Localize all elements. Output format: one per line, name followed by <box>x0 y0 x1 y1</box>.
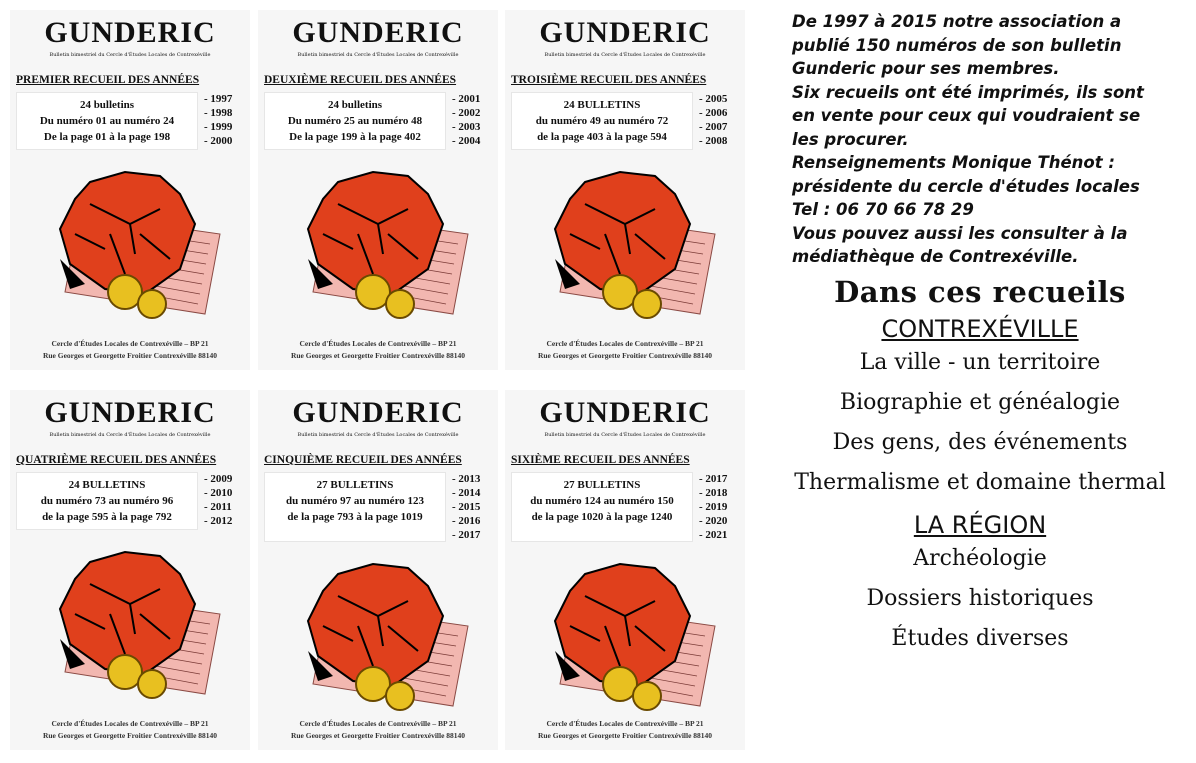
topic-item: Archéologie <box>913 545 1047 571</box>
pottery-illustration <box>525 556 725 716</box>
intro-line: publié 150 numéros de son bulletin <box>792 35 1122 55</box>
year: - 2018 <box>699 487 728 499</box>
year: - 1999 <box>204 121 233 133</box>
recueil-cover <box>505 390 745 750</box>
cover-title: GUNDERIC <box>292 16 464 49</box>
year: - 2013 <box>452 473 481 485</box>
years-list <box>693 92 739 150</box>
bulletin-info-line: Du numéro 25 au numéro 48 <box>287 115 423 127</box>
address-line: Cercle d'Études Locales de Contrexéville – BP 21 <box>51 339 209 348</box>
intro-line: Six recueils ont été imprimés, ils sont <box>792 82 1144 102</box>
year: - 2007 <box>699 121 728 133</box>
years-list <box>693 472 739 542</box>
cover-subtitle: Bulletin bimestriel du Cercle d'Études Locales de Contrexéville <box>49 52 211 58</box>
intro-line: Tel : 06 70 66 78 29 <box>792 200 974 219</box>
recueil-heading: SIXIÈME RECUEIL DES ANNÉES <box>511 454 690 466</box>
year: - 2016 <box>452 515 481 527</box>
address-line: Cercle d'Études Locales de Contrexéville – BP 21 <box>299 339 457 348</box>
bulletin-info-line: de la page 793 à la page 1019 <box>287 511 423 523</box>
contents-heading: Dans ces recueils <box>834 274 1126 309</box>
intro-line: Renseignements Monique Thénot : <box>792 153 1115 172</box>
intro-text <box>770 10 1190 269</box>
bulletin-info-box <box>16 92 198 150</box>
years-list <box>198 472 244 530</box>
bulletin-info-line: 24 BULLETINS <box>563 99 641 111</box>
section-list-region <box>770 539 1190 659</box>
cover-subtitle: Bulletin bimestriel du Cercle d'Études Locales de Contrexéville <box>544 52 706 58</box>
bulletin-info-box <box>511 472 693 542</box>
year: - 2014 <box>452 487 481 499</box>
bulletin-info-box <box>264 92 446 150</box>
year: - 2017 <box>699 473 728 485</box>
address-line: Rue Georges et Georgette Froitier Contrexéville 88140 <box>290 731 466 740</box>
cover-subtitle: Bulletin bimestriel du Cercle d'Études Locales de Contrexéville <box>544 432 706 438</box>
bulletin-info-line: 24 bulletins <box>79 99 135 111</box>
recueil-heading: DEUXIÈME RECUEIL DES ANNÉES <box>264 74 457 86</box>
recueil-heading: TROISIÈME RECUEIL DES ANNÉES <box>511 74 707 86</box>
cover-title: GUNDERIC <box>44 16 216 49</box>
year: - 1998 <box>204 107 233 119</box>
cover-address <box>258 718 498 742</box>
bulletin-info-box <box>264 472 446 542</box>
bulletin-info-line: De la page 01 à la page 198 <box>43 131 171 143</box>
bulletin-info-line: 27 BULLETINS <box>316 479 394 491</box>
intro-line: présidente du cercle d'études locales <box>792 176 1140 196</box>
cover-address <box>505 338 745 362</box>
year: - 2001 <box>452 93 481 105</box>
section-heading-region: LA RÉGION <box>913 510 1047 539</box>
year: - 2002 <box>452 107 481 119</box>
address-line: Cercle d'Études Locales de Contrexéville – BP 21 <box>299 719 457 728</box>
bulletin-info-line: du numéro 97 au numéro 123 <box>285 495 425 507</box>
cover-title: GUNDERIC <box>44 396 216 429</box>
address-line: Rue Georges et Georgette Froitier Contrexéville 88140 <box>42 731 218 740</box>
recueil-heading: QUATRIÈME RECUEIL DES ANNÉES <box>16 454 217 466</box>
cover-address <box>258 338 498 362</box>
years-list <box>198 92 244 150</box>
pottery-illustration <box>278 556 478 716</box>
year: - 2019 <box>699 501 728 513</box>
bulletin-info-line: de la page 403 à la page 594 <box>537 131 667 143</box>
pottery-illustration <box>30 164 230 324</box>
years-list <box>446 92 492 150</box>
year: - 2000 <box>204 135 233 147</box>
pottery-illustration <box>525 164 725 324</box>
cover-address <box>10 338 250 362</box>
address-line: Rue Georges et Georgette Froitier Contrexéville 88140 <box>290 351 466 360</box>
recueil-cover <box>258 390 498 750</box>
year: - 2003 <box>452 121 481 133</box>
year: - 2011 <box>204 501 232 513</box>
bulletin-info-line: 24 BULLETINS <box>68 479 146 491</box>
cover-title: GUNDERIC <box>292 396 464 429</box>
recueil-heading: CINQUIÈME RECUEIL DES ANNÉES <box>264 454 462 466</box>
bulletin-info-line: 24 bulletins <box>327 99 383 111</box>
address-line: Cercle d'Études Locales de Contrexéville – BP 21 <box>546 719 704 728</box>
topic-item: Dossiers historiques <box>866 585 1094 611</box>
bulletin-info-line: de la page 1020 à la page 1240 <box>531 511 673 523</box>
years-list <box>446 472 492 542</box>
cover-address <box>505 718 745 742</box>
bulletin-info-line: Du numéro 01 au numéro 24 <box>39 115 175 127</box>
cover-subtitle: Bulletin bimestriel du Cercle d'Études Locales de Contrexéville <box>297 52 459 58</box>
bulletin-info-line: De la page 199 à la page 402 <box>289 131 421 143</box>
address-line: Rue Georges et Georgette Froitier Contrexéville 88140 <box>537 731 713 740</box>
pottery-illustration <box>30 544 230 704</box>
info-panel <box>770 10 1190 659</box>
topic-item: La ville - un territoire <box>859 349 1101 375</box>
intro-line: les procurer. <box>792 129 909 149</box>
year: - 2010 <box>204 487 233 499</box>
topic-item: Des gens, des événements <box>832 429 1128 455</box>
recueil-heading: PREMIER RECUEIL DES ANNÉES <box>16 74 200 86</box>
year: - 2008 <box>699 135 728 147</box>
year: - 2021 <box>699 529 728 541</box>
bulletin-info-line: du numéro 124 au numéro 150 <box>530 495 674 507</box>
bulletin-info-line: du numéro 49 au numéro 72 <box>535 115 669 127</box>
address-line: Cercle d'Études Locales de Contrexéville – BP 21 <box>546 339 704 348</box>
recueil-cover <box>10 10 250 370</box>
intro-line: Gunderic pour ses membres. <box>792 59 1060 78</box>
bulletin-info-line: de la page 595 à la page 792 <box>42 511 172 523</box>
recueil-cover <box>10 390 250 750</box>
intro-line: De 1997 à 2015 notre association a <box>792 12 1122 31</box>
address-line: Rue Georges et Georgette Froitier Contrexéville 88140 <box>537 351 713 360</box>
year: - 2006 <box>699 107 728 119</box>
cover-title: GUNDERIC <box>539 396 711 429</box>
bulletin-info-box <box>511 92 693 150</box>
year: - 2004 <box>452 135 481 147</box>
intro-line: Vous pouvez aussi les consulter à la <box>792 223 1128 243</box>
recueil-cover <box>258 10 498 370</box>
cover-subtitle: Bulletin bimestriel du Cercle d'Études Locales de Contrexéville <box>49 432 211 438</box>
cover-address <box>10 718 250 742</box>
section-list-contrexeville <box>770 343 1190 503</box>
topic-item: Biographie et généalogie <box>839 389 1121 415</box>
cover-title: GUNDERIC <box>539 16 711 49</box>
bulletin-info-line: 27 BULLETINS <box>563 479 641 491</box>
topic-item: Thermalisme et domaine thermal <box>794 469 1166 495</box>
year: - 2009 <box>204 473 233 485</box>
pottery-illustration <box>278 164 478 324</box>
section-heading-contrexeville: CONTREXÉVILLE <box>881 314 1079 343</box>
year: - 1997 <box>204 93 233 105</box>
recueil-cover <box>505 10 745 370</box>
topic-item: Études diverses <box>891 625 1069 651</box>
address-line: Cercle d'Études Locales de Contrexéville – BP 21 <box>51 719 209 728</box>
year: - 2020 <box>699 515 728 527</box>
year: - 2015 <box>452 501 481 513</box>
year: - 2012 <box>204 515 233 527</box>
address-line: Rue Georges et Georgette Froitier Contrexéville 88140 <box>42 351 218 360</box>
year: - 2017 <box>452 529 481 541</box>
intro-line: en vente pour ceux qui voudraient se <box>792 106 1141 125</box>
year: - 2005 <box>699 93 728 105</box>
bulletin-info-line: du numéro 73 au numéro 96 <box>40 495 174 507</box>
bulletin-info-box <box>16 472 198 530</box>
intro-line: médiathèque de Contrexéville. <box>792 247 1079 266</box>
cover-subtitle: Bulletin bimestriel du Cercle d'Études Locales de Contrexéville <box>297 432 459 438</box>
